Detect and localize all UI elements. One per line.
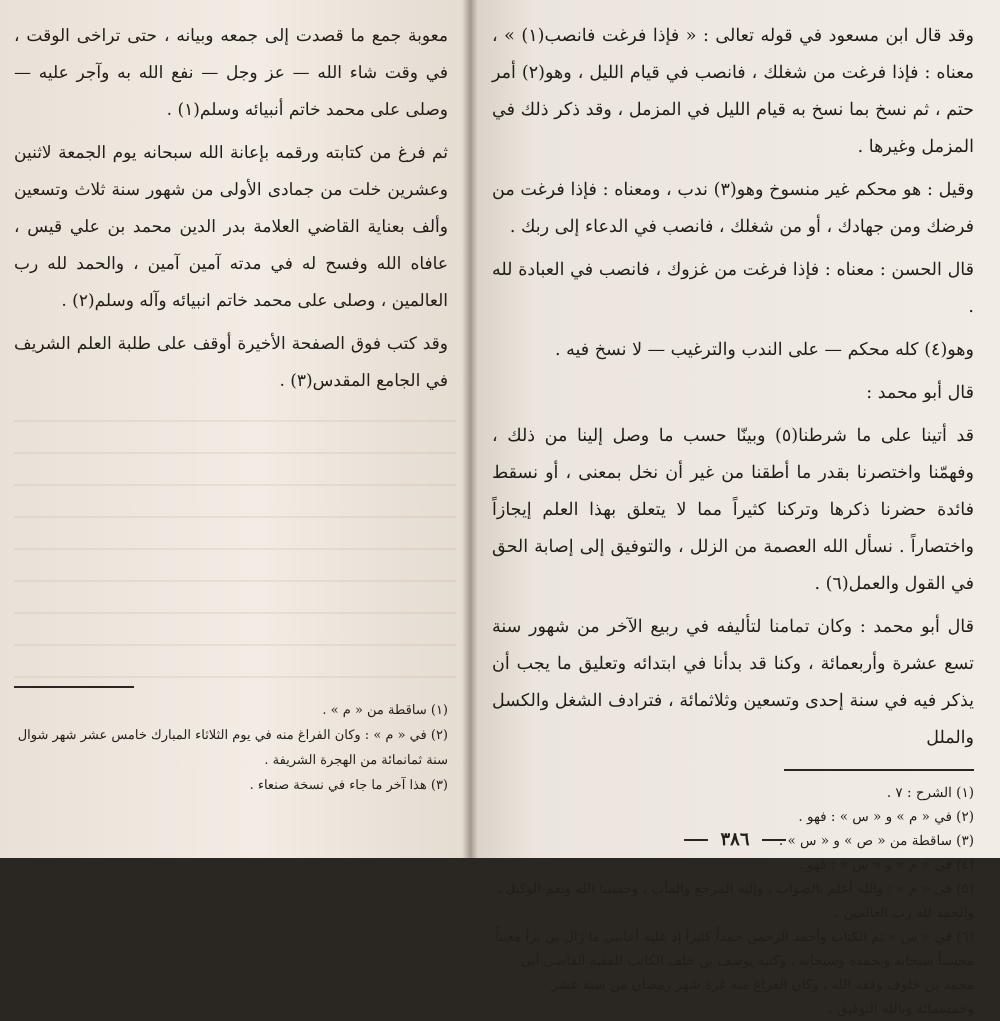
right-paragraph: قال أبو محمد : وكان تمامنا لتأليفه في ربيع الآخر من شهور سنة تسع عشرة وأربعمائة ، وكنا قد بدأنا في ابتدائه وتعليق ما يجب أن يذكر فيه في سنة إحدى وتسعين وثلاثمائة ، فترادف الشغل والكسل والملل: [492, 617, 974, 748]
footnote: (٣) هذا آخر ما جاء في نسخة صنعاء .: [249, 778, 448, 793]
book-gutter: [462, 0, 478, 858]
right-paragraph: وقد قال ابن مسعود في قوله تعالى : « فإذا فرغت فانصب(١) » ، معناه : فإذا فرغت من شغلك ، فانصب في قيام الليل ، وهو(٢) أمر حتم ، ثم نسخ بما نسخ به قيام الليل في المزمل ، وقد ذكر ذلك في المزمل وغيرها .: [492, 26, 975, 157]
right-paragraph: وقيل : هو محكم غير منسوخ وهو(٣) ندب ، ومعناه : فإذا فرغت من فرضك ومن جهادك ، أو من شغلك ، فانصب في الدعاء إلى ربك .: [492, 180, 974, 237]
footnote-divider: [14, 686, 134, 688]
right-page: [470, 0, 1000, 1017]
right-paragraph: قال أبو محمد :: [866, 383, 974, 403]
footnote: (٢) في « م » : وكان الفراغ منه في يوم الثلاثاء المبارك خامس عشر شهر شوال سنة ثمانمائة من الهجرة الشريفة .: [17, 728, 448, 768]
right-footnotes: [492, 781, 974, 1021]
footnote: (١) الشرح : ٧ .: [886, 785, 974, 801]
footnote-divider: [784, 769, 974, 771]
left-footnotes: [14, 698, 448, 798]
left-paragraph: ثم فرغ من كتابته ورقمه بإعانة الله سبحانه يوم الجمعة لاثنين وعشرين خلت من جمادى الأولى من شهور سنة ثلاث وتسعين وألف بعناية القاضي العلامة بدر الدين محمد بن علي قيس ، عافاه الله وفسح له في مدته آمين آمين ، والحمد لله رب العالمين ، وصلى على محمد خاتم انبيائه وآله وسلم(٢) .: [14, 143, 448, 311]
page-number: [470, 829, 1000, 850]
footnote: (٤) في « م » و « س » : فهو .: [798, 857, 974, 873]
right-paragraph: قد أتينا على ما شرطنا(٥) وبينّا حسب ما وصل إلينا من ذلك ، وفهمّنا واختصرنا بقدر ما أطقنا من غير أن نخل بمعنى ، أو نسقط فائدة حضرنا ذكرها وتركنا كثيراً مما لا يتعلق بهذا العلم إيجازاً واختصاراً . نسأل الله العصمة من الزلل ، والتوفيق إلى إصابة الحق في القول والعمل(٦) .: [492, 426, 974, 594]
footnote: (٦) في « س » تم الكتاب وأحمد الرحمن حمداً كثيراً إذ عليه أعانني ما زال بي براً معيناً محسناً سبحانه وبحمده وسبحانه ، وكتبه يوسف بن خلف الكاتب للفقيه القاضي أبي محمد بن خلوف وفقه الله ، وكان الفراغ منه غرة شهر رمضان من سنة عشر وخمسمائة وبالله التوفيق .: [495, 929, 974, 1017]
footnote: (٥) في « م » : والله أعلم بالصواب ، وإليه المرجع والمآب ، وحسبنا الله ونعم الوكيل ، والحمد لله رب العالمين .: [496, 881, 974, 921]
page-number-dash: [762, 839, 786, 841]
left-paragraph: معوبة جمع ما قصدت إلى جمعه وبيانه ، حتى تراخى الوقت ، في وقت شاء الله — عز وجل — نفع الله به وآجر عليه — وصلى على محمد خاتم أنبيائه وسلم(١) .: [14, 26, 448, 120]
footnote: (٣) ساقطة من « ص » و « س » .: [778, 833, 974, 849]
footnote: (٢) في « م » و « س » : فهو .: [798, 809, 974, 825]
right-paragraph: قال الحسن : معناه : فإذا فرغت من غزوك ، فانصب في العبادة لله .: [492, 260, 974, 317]
page-number-dash: [684, 839, 708, 841]
left-page: [0, 0, 470, 858]
footnote: (١) ساقطة من « م » .: [322, 703, 448, 718]
page-number-text: ٣٨٦: [720, 829, 750, 850]
left-paragraph: وقد كتب فوق الصفحة الأخيرة أوقف على طلبة العلم الشريف في الجامع المقدس(٣) .: [14, 334, 448, 391]
right-paragraph: وهو(٤) كله محكم — على الندب والترغيب — لا نسخ فيه .: [555, 340, 974, 360]
